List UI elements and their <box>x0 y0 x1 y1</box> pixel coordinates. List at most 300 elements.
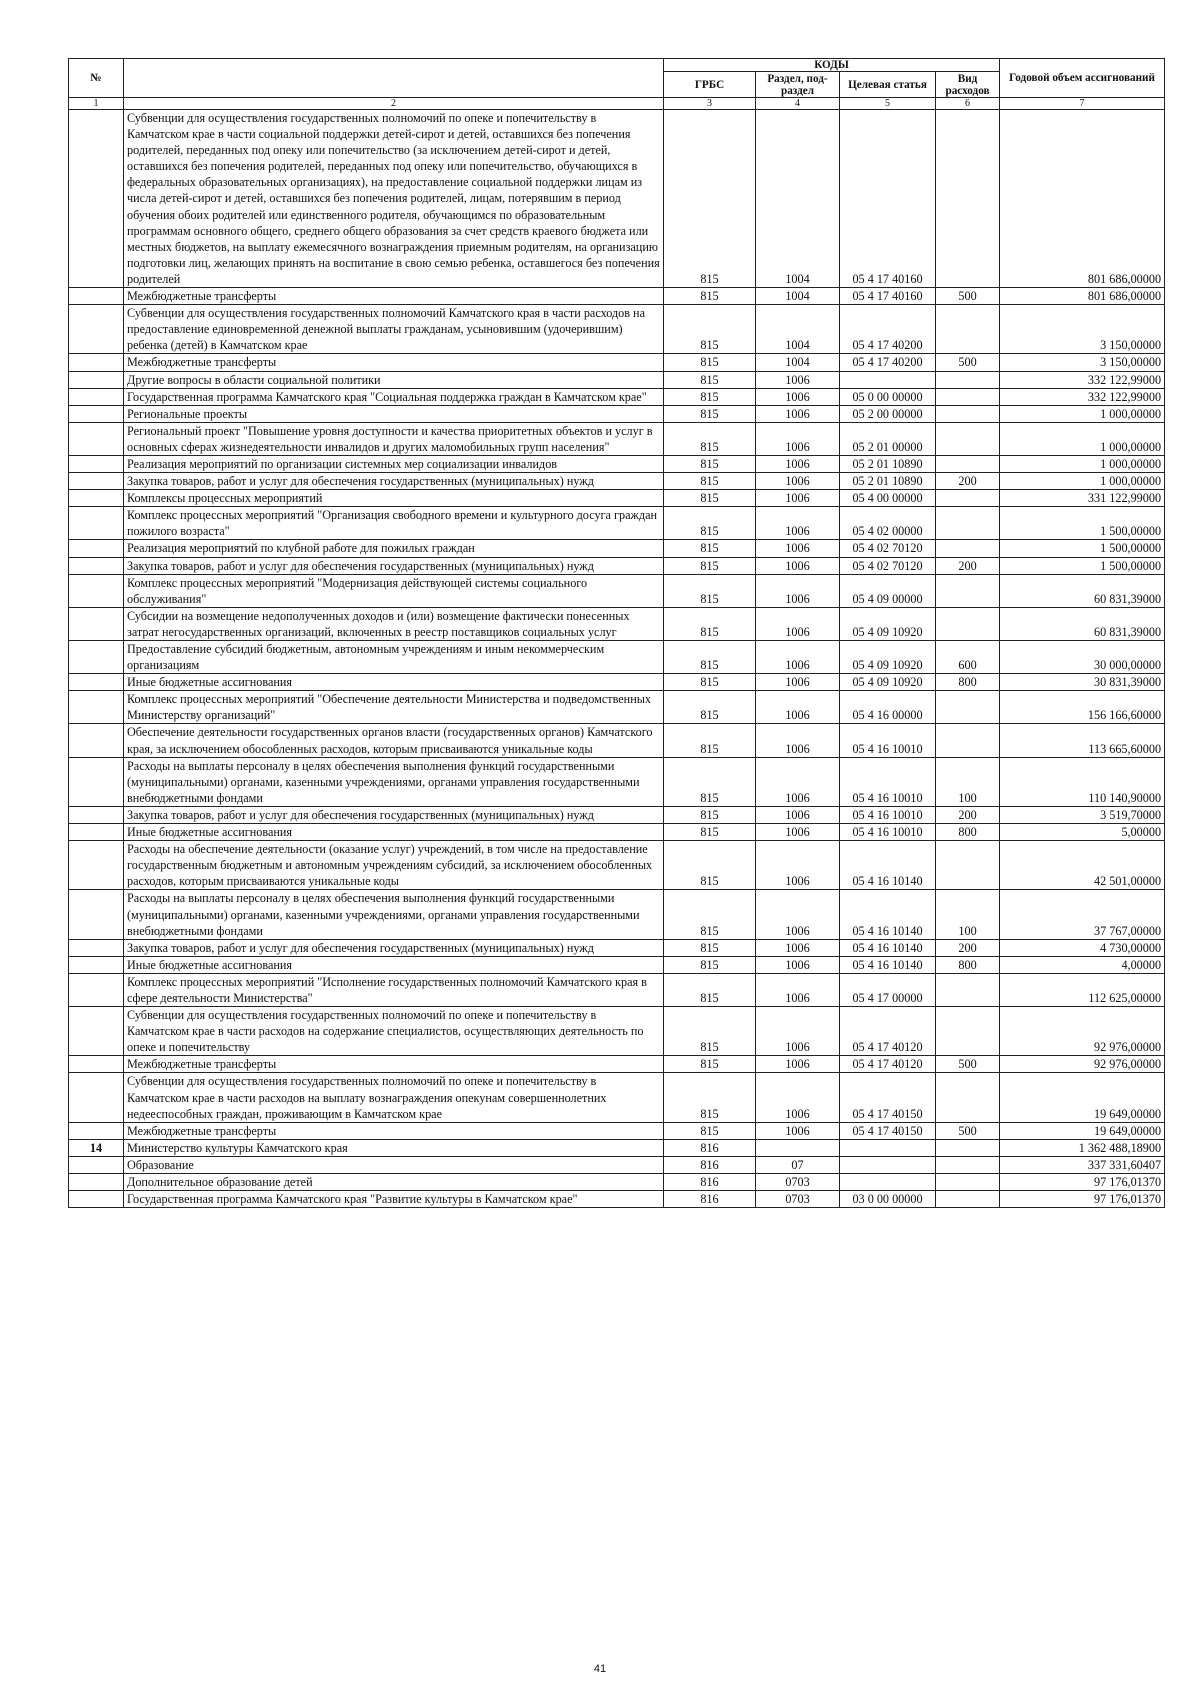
row-amount: 4,00000 <box>1000 956 1165 973</box>
row-description: Межбюджетные трансферты <box>124 1122 664 1139</box>
row-grbs: 816 <box>664 1139 756 1156</box>
row-exp-type <box>936 1156 1000 1173</box>
row-number <box>69 973 124 1006</box>
row-amount: 1 000,00000 <box>1000 422 1165 455</box>
table-row <box>69 371 1165 388</box>
header-section: Раздел, под-раздел <box>756 72 840 98</box>
row-target <box>840 371 936 388</box>
row-exp-type: 200 <box>936 473 1000 490</box>
row-section: 1006 <box>756 939 840 956</box>
row-target: 05 2 01 00000 <box>840 422 936 455</box>
row-exp-type: 800 <box>936 824 1000 841</box>
row-number <box>69 1056 124 1073</box>
row-number: 14 <box>69 1139 124 1156</box>
table-row <box>69 473 1165 490</box>
row-target: 05 4 16 10140 <box>840 890 936 939</box>
table-row <box>69 973 1165 1006</box>
row-number <box>69 557 124 574</box>
row-section: 1006 <box>756 507 840 540</box>
row-number <box>69 674 124 691</box>
row-exp-type: 800 <box>936 674 1000 691</box>
row-number <box>69 574 124 607</box>
col-number-2: 2 <box>124 98 664 110</box>
row-description: Иные бюджетные ассигнования <box>124 956 664 973</box>
row-section: 1006 <box>756 607 840 640</box>
row-grbs: 815 <box>664 455 756 472</box>
row-target: 05 4 17 40120 <box>840 1007 936 1056</box>
row-grbs: 815 <box>664 1073 756 1122</box>
row-exp-type <box>936 691 1000 724</box>
row-section: 1006 <box>756 473 840 490</box>
row-section: 1004 <box>756 110 840 288</box>
row-section: 1006 <box>756 641 840 674</box>
table-row <box>69 574 1165 607</box>
row-grbs: 815 <box>664 806 756 823</box>
table-row <box>69 388 1165 405</box>
row-amount: 60 831,39000 <box>1000 574 1165 607</box>
table-row <box>69 1139 1165 1156</box>
row-amount: 1 500,00000 <box>1000 507 1165 540</box>
table-row <box>69 1073 1165 1122</box>
row-number <box>69 288 124 305</box>
row-target: 05 4 02 70120 <box>840 540 936 557</box>
row-section: 1006 <box>756 757 840 806</box>
row-section: 1006 <box>756 824 840 841</box>
row-grbs: 815 <box>664 1122 756 1139</box>
row-description: Субвенции для осуществления государственных полномочий по опеке и попечительству в Камчатском крае в части расходов на выплату вознаграждения опекунам совершеннолетних недееспособных граждан, проживающим в Камчатском крае <box>124 1073 664 1122</box>
header-annual: Годовой объем ассигнований <box>1000 59 1165 98</box>
row-amount: 1 500,00000 <box>1000 557 1165 574</box>
row-number <box>69 607 124 640</box>
row-target: 05 4 02 70120 <box>840 557 936 574</box>
row-number <box>69 305 124 354</box>
row-section: 1006 <box>756 691 840 724</box>
row-section: 1004 <box>756 354 840 371</box>
row-description: Региональные проекты <box>124 405 664 422</box>
row-amount: 1 000,00000 <box>1000 405 1165 422</box>
row-amount: 1 362 488,18900 <box>1000 1139 1165 1156</box>
row-target <box>840 1139 936 1156</box>
row-number <box>69 724 124 757</box>
row-exp-type <box>936 607 1000 640</box>
row-amount: 1 500,00000 <box>1000 540 1165 557</box>
header-target: Целевая статья <box>840 72 936 98</box>
row-section: 1006 <box>756 1073 840 1122</box>
row-section: 0703 <box>756 1191 840 1208</box>
row-amount: 3 150,00000 <box>1000 305 1165 354</box>
row-section: 1006 <box>756 674 840 691</box>
row-grbs: 815 <box>664 405 756 422</box>
row-amount: 1 000,00000 <box>1000 455 1165 472</box>
row-description: Комплекс процессных мероприятий "Модернизация действующей системы социального обслуживания" <box>124 574 664 607</box>
row-amount: 5,00000 <box>1000 824 1165 841</box>
row-amount: 92 976,00000 <box>1000 1056 1165 1073</box>
budget-table <box>68 58 1165 1208</box>
row-exp-type: 100 <box>936 890 1000 939</box>
row-number <box>69 473 124 490</box>
row-target: 05 2 01 10890 <box>840 473 936 490</box>
row-number <box>69 354 124 371</box>
row-number <box>69 388 124 405</box>
row-target: 05 4 17 40120 <box>840 1056 936 1073</box>
row-amount: 801 686,00000 <box>1000 288 1165 305</box>
row-number <box>69 1122 124 1139</box>
row-grbs: 815 <box>664 288 756 305</box>
row-exp-type <box>936 841 1000 890</box>
row-target: 03 0 00 00000 <box>840 1191 936 1208</box>
row-description: Образование <box>124 1156 664 1173</box>
row-grbs: 815 <box>664 724 756 757</box>
row-number <box>69 422 124 455</box>
row-target: 05 4 16 10010 <box>840 824 936 841</box>
row-number <box>69 110 124 288</box>
page-number: 41 <box>593 1663 607 1675</box>
row-grbs: 815 <box>664 574 756 607</box>
row-amount: 801 686,00000 <box>1000 110 1165 288</box>
row-number <box>69 806 124 823</box>
row-grbs: 815 <box>664 540 756 557</box>
row-section: 1006 <box>756 388 840 405</box>
row-description: Комплексы процессных мероприятий <box>124 490 664 507</box>
row-amount: 112 625,00000 <box>1000 973 1165 1006</box>
row-grbs: 816 <box>664 1191 756 1208</box>
header-codes: КОДЫ <box>664 59 1000 72</box>
row-amount: 1 000,00000 <box>1000 473 1165 490</box>
row-section: 1006 <box>756 455 840 472</box>
table-row <box>69 490 1165 507</box>
table-row <box>69 806 1165 823</box>
row-exp-type <box>936 422 1000 455</box>
row-exp-type: 200 <box>936 806 1000 823</box>
row-target: 05 2 01 10890 <box>840 455 936 472</box>
row-description: Комплекс процессных мероприятий "Обеспечение деятельности Министерства и подведомственных Министерству организаций" <box>124 691 664 724</box>
row-grbs: 815 <box>664 305 756 354</box>
row-exp-type <box>936 110 1000 288</box>
row-exp-type <box>936 1007 1000 1056</box>
row-number <box>69 1191 124 1208</box>
row-exp-type <box>936 1139 1000 1156</box>
row-description: Субвенции для осуществления государственных полномочий Камчатского края в части расходов на предоставление единовременной денежной выплаты гражданам, усыновившим (удочерившим) ребенка (детей) в Камчатском крае <box>124 305 664 354</box>
row-exp-type: 800 <box>936 956 1000 973</box>
table-row <box>69 1007 1165 1056</box>
row-target: 05 2 00 00000 <box>840 405 936 422</box>
row-amount: 331 122,99000 <box>1000 490 1165 507</box>
row-number <box>69 691 124 724</box>
row-description: Субсидии на возмещение недополученных доходов и (или) возмещение фактически понесенных затрат негосударственных организаций, включенных в реестр поставщиков социальных услуг <box>124 607 664 640</box>
row-section: 1004 <box>756 305 840 354</box>
table-row <box>69 305 1165 354</box>
row-description: Другие вопросы в области социальной политики <box>124 371 664 388</box>
table-row <box>69 824 1165 841</box>
row-grbs: 815 <box>664 557 756 574</box>
table-row <box>69 607 1165 640</box>
row-exp-type: 500 <box>936 354 1000 371</box>
col-number-7: 7 <box>1000 98 1165 110</box>
row-description: Комплекс процессных мероприятий "Исполнение государственных полномочий Камчатского края в сфере деятельности Министерства" <box>124 973 664 1006</box>
row-description: Реализация мероприятий по клубной работе для пожилых граждан <box>124 540 664 557</box>
row-target: 05 4 17 40200 <box>840 305 936 354</box>
row-exp-type: 200 <box>936 939 1000 956</box>
row-exp-type <box>936 490 1000 507</box>
col-number-3: 3 <box>664 98 756 110</box>
row-target: 05 4 17 00000 <box>840 973 936 1006</box>
budget-rows <box>69 110 1165 1208</box>
row-exp-type: 200 <box>936 557 1000 574</box>
row-section: 1006 <box>756 574 840 607</box>
header-grbs: ГРБС <box>664 72 756 98</box>
row-grbs: 815 <box>664 956 756 973</box>
table-row <box>69 674 1165 691</box>
row-target: 05 4 16 10010 <box>840 757 936 806</box>
row-description: Министерство культуры Камчатского края <box>124 1139 664 1156</box>
row-description: Иные бюджетные ассигнования <box>124 824 664 841</box>
row-grbs: 815 <box>664 388 756 405</box>
row-number <box>69 455 124 472</box>
row-description: Иные бюджетные ассигнования <box>124 674 664 691</box>
row-exp-type: 500 <box>936 288 1000 305</box>
row-number <box>69 1007 124 1056</box>
row-section: 1006 <box>756 841 840 890</box>
row-section: 1006 <box>756 1122 840 1139</box>
row-grbs: 815 <box>664 641 756 674</box>
row-description: Межбюджетные трансферты <box>124 288 664 305</box>
row-amount: 4 730,00000 <box>1000 939 1165 956</box>
row-section: 1006 <box>756 956 840 973</box>
row-target: 05 4 09 10920 <box>840 607 936 640</box>
row-amount: 332 122,99000 <box>1000 371 1165 388</box>
row-number <box>69 890 124 939</box>
row-section: 1006 <box>756 557 840 574</box>
row-target: 05 4 09 00000 <box>840 574 936 607</box>
row-amount: 37 767,00000 <box>1000 890 1165 939</box>
row-target: 05 4 16 00000 <box>840 691 936 724</box>
row-grbs: 815 <box>664 824 756 841</box>
row-description: Государственная программа Камчатского края "Социальная поддержка граждан в Камчатском крае" <box>124 388 664 405</box>
row-description: Государственная программа Камчатского края "Развитие культуры в Камчатском крае" <box>124 1191 664 1208</box>
table-row <box>69 288 1165 305</box>
row-grbs: 815 <box>664 973 756 1006</box>
table-row <box>69 354 1165 371</box>
row-number <box>69 405 124 422</box>
row-grbs: 815 <box>664 422 756 455</box>
row-grbs: 816 <box>664 1174 756 1191</box>
row-exp-type <box>936 1073 1000 1122</box>
row-number <box>69 540 124 557</box>
table-row <box>69 1191 1165 1208</box>
row-target: 05 4 17 40150 <box>840 1122 936 1139</box>
row-exp-type: 600 <box>936 641 1000 674</box>
row-section: 1006 <box>756 724 840 757</box>
row-grbs: 815 <box>664 371 756 388</box>
row-description: Предоставление субсидий бюджетным, автономным учреждениям и иным некоммерческим организациям <box>124 641 664 674</box>
row-description: Региональный проект "Повышение уровня доступности и качества приоритетных объектов и услуг в основных сферах жизнедеятельности инвалидов и других маломобильных групп населения" <box>124 422 664 455</box>
col-number-5: 5 <box>840 98 936 110</box>
row-grbs: 815 <box>664 1007 756 1056</box>
row-section <box>756 1139 840 1156</box>
header-exp-type: Вид расходов <box>936 72 1000 98</box>
row-section: 1006 <box>756 1056 840 1073</box>
row-exp-type <box>936 305 1000 354</box>
row-description: Расходы на обеспечение деятельности (оказание услуг) учреждений, в том числе на предоставление государственным бюджетным и автономным учреждениям субсидий, за исключением обособленных расходов, которым присваиваются уникальные коды <box>124 841 664 890</box>
row-number <box>69 824 124 841</box>
row-target: 05 4 16 10140 <box>840 956 936 973</box>
row-description: Субвенции для осуществления государственных полномочий по опеке и попечительству в Камчатском крае в части расходов на содержание специалистов, осуществляющих деятельность по опеке и попечительству <box>124 1007 664 1056</box>
row-section: 1004 <box>756 288 840 305</box>
row-target: 05 4 09 10920 <box>840 641 936 674</box>
row-grbs: 815 <box>664 110 756 288</box>
row-amount: 30 000,00000 <box>1000 641 1165 674</box>
table-row <box>69 110 1165 288</box>
row-section: 1006 <box>756 422 840 455</box>
row-description: Закупка товаров, работ и услуг для обеспечения государственных (муниципальных) нужд <box>124 806 664 823</box>
col-number-6: 6 <box>936 98 1000 110</box>
row-description: Закупка товаров, работ и услуг для обеспечения государственных (муниципальных) нужд <box>124 557 664 574</box>
row-exp-type <box>936 371 1000 388</box>
row-number <box>69 371 124 388</box>
row-grbs: 815 <box>664 490 756 507</box>
row-grbs: 815 <box>664 473 756 490</box>
row-number <box>69 757 124 806</box>
table-row <box>69 890 1165 939</box>
row-grbs: 815 <box>664 757 756 806</box>
row-target: 05 4 17 40200 <box>840 354 936 371</box>
row-section: 1006 <box>756 1007 840 1056</box>
row-grbs: 815 <box>664 607 756 640</box>
row-description: Обеспечение деятельности государственных органов власти (государственных органов) Камчатского края, за исключением обособленных расходов, которым присваиваются уникальные коды <box>124 724 664 757</box>
row-grbs: 815 <box>664 1056 756 1073</box>
row-exp-type <box>936 405 1000 422</box>
row-exp-type <box>936 724 1000 757</box>
row-amount: 337 331,60407 <box>1000 1156 1165 1173</box>
row-exp-type <box>936 1174 1000 1191</box>
row-amount: 42 501,00000 <box>1000 841 1165 890</box>
budget-sheet <box>68 58 1164 1208</box>
row-amount: 92 976,00000 <box>1000 1007 1165 1056</box>
row-grbs: 816 <box>664 1156 756 1173</box>
row-amount: 97 176,01370 <box>1000 1191 1165 1208</box>
row-grbs: 815 <box>664 674 756 691</box>
table-row <box>69 1156 1165 1173</box>
col-number-4: 4 <box>756 98 840 110</box>
row-target <box>840 1174 936 1191</box>
row-amount: 156 166,60000 <box>1000 691 1165 724</box>
row-number <box>69 490 124 507</box>
row-description: Закупка товаров, работ и услуг для обеспечения государственных (муниципальных) нужд <box>124 473 664 490</box>
row-target: 05 4 16 10010 <box>840 724 936 757</box>
row-number <box>69 641 124 674</box>
table-row <box>69 1122 1165 1139</box>
row-section: 1006 <box>756 806 840 823</box>
header-description <box>124 59 664 98</box>
row-exp-type <box>936 507 1000 540</box>
table-row <box>69 691 1165 724</box>
table-row <box>69 724 1165 757</box>
row-amount: 19 649,00000 <box>1000 1122 1165 1139</box>
row-number <box>69 956 124 973</box>
row-target: 05 4 00 00000 <box>840 490 936 507</box>
table-row <box>69 540 1165 557</box>
row-number <box>69 1156 124 1173</box>
row-section: 1006 <box>756 371 840 388</box>
row-exp-type <box>936 455 1000 472</box>
row-grbs: 815 <box>664 354 756 371</box>
row-grbs: 815 <box>664 939 756 956</box>
row-description: Межбюджетные трансферты <box>124 1056 664 1073</box>
row-target: 05 4 09 10920 <box>840 674 936 691</box>
row-description: Реализация мероприятий по организации системных мер социализации инвалидов <box>124 455 664 472</box>
row-amount: 19 649,00000 <box>1000 1073 1165 1122</box>
row-target: 05 4 16 10140 <box>840 939 936 956</box>
row-amount: 3 150,00000 <box>1000 354 1165 371</box>
table-row <box>69 956 1165 973</box>
col-number-1: 1 <box>69 98 124 110</box>
row-description: Дополнительное образование детей <box>124 1174 664 1191</box>
row-amount: 110 140,90000 <box>1000 757 1165 806</box>
table-row <box>69 557 1165 574</box>
table-row <box>69 507 1165 540</box>
table-row <box>69 757 1165 806</box>
row-target: 05 4 17 40160 <box>840 288 936 305</box>
table-row <box>69 841 1165 890</box>
row-amount: 113 665,60000 <box>1000 724 1165 757</box>
row-amount: 60 831,39000 <box>1000 607 1165 640</box>
table-row <box>69 641 1165 674</box>
row-section: 1006 <box>756 890 840 939</box>
row-description: Расходы на выплаты персоналу в целях обеспечения выполнения функций государственными (муниципальными) органами, казенными учреждениями, органами управления государственными внебюджетными фондами <box>124 890 664 939</box>
row-exp-type <box>936 973 1000 1006</box>
row-target: 05 4 17 40160 <box>840 110 936 288</box>
row-target: 05 4 16 10010 <box>840 806 936 823</box>
row-amount: 97 176,01370 <box>1000 1174 1165 1191</box>
row-section: 1006 <box>756 973 840 1006</box>
row-amount: 3 519,70000 <box>1000 806 1165 823</box>
row-grbs: 815 <box>664 841 756 890</box>
row-amount: 332 122,99000 <box>1000 388 1165 405</box>
table-row <box>69 1174 1165 1191</box>
row-number <box>69 841 124 890</box>
row-exp-type <box>936 540 1000 557</box>
row-target: 05 4 02 00000 <box>840 507 936 540</box>
row-section: 07 <box>756 1156 840 1173</box>
row-number <box>69 507 124 540</box>
row-amount: 30 831,39000 <box>1000 674 1165 691</box>
row-description: Межбюджетные трансферты <box>124 354 664 371</box>
row-exp-type: 100 <box>936 757 1000 806</box>
table-row <box>69 939 1165 956</box>
table-row <box>69 455 1165 472</box>
row-section: 1006 <box>756 540 840 557</box>
row-target: 05 4 16 10140 <box>840 841 936 890</box>
table-row <box>69 1056 1165 1073</box>
row-grbs: 815 <box>664 691 756 724</box>
row-target: 05 0 00 00000 <box>840 388 936 405</box>
row-exp-type <box>936 1191 1000 1208</box>
row-number <box>69 939 124 956</box>
row-exp-type: 500 <box>936 1122 1000 1139</box>
row-exp-type: 500 <box>936 1056 1000 1073</box>
row-description: Субвенции для осуществления государственных полномочий по опеке и попечительству в Камчатском крае в части социальной поддержки детей-сирот и детей, оставшихся без попечения родителей, переданных под опеку или попечительство (за исключением детей-сирот и детей, оставшихся без попечения родителей, переданных под опеку или попечительство, обучающихся в федеральных образовательных организациях), на предоставление социальной поддержки лицам из числа детей-сирот и детей, оставшихся без попечения родителей, лицам, потерявшим в период обучения обоих родителей или единственного родителя, обучающимся по образовательным программам основного общего, среднего общего образования за счет средств краевого бюджета или местных бюджетов, на выплату ежемесячного вознаграждения приемным родителям, на организацию подготовки лиц, желающих принять на воспитание в свою семью ребенка, оставшегося без попечения родителей <box>124 110 664 288</box>
row-target: 05 4 17 40150 <box>840 1073 936 1122</box>
row-description: Расходы на выплаты персоналу в целях обеспечения выполнения функций государственными (муниципальными) органами, казенными учреждениями, органами управления государственными внебюджетными фондами <box>124 757 664 806</box>
table-row <box>69 405 1165 422</box>
row-grbs: 815 <box>664 890 756 939</box>
row-description: Закупка товаров, работ и услуг для обеспечения государственных (муниципальных) нужд <box>124 939 664 956</box>
row-exp-type <box>936 574 1000 607</box>
row-target <box>840 1156 936 1173</box>
row-section: 0703 <box>756 1174 840 1191</box>
row-section: 1006 <box>756 405 840 422</box>
row-number <box>69 1073 124 1122</box>
